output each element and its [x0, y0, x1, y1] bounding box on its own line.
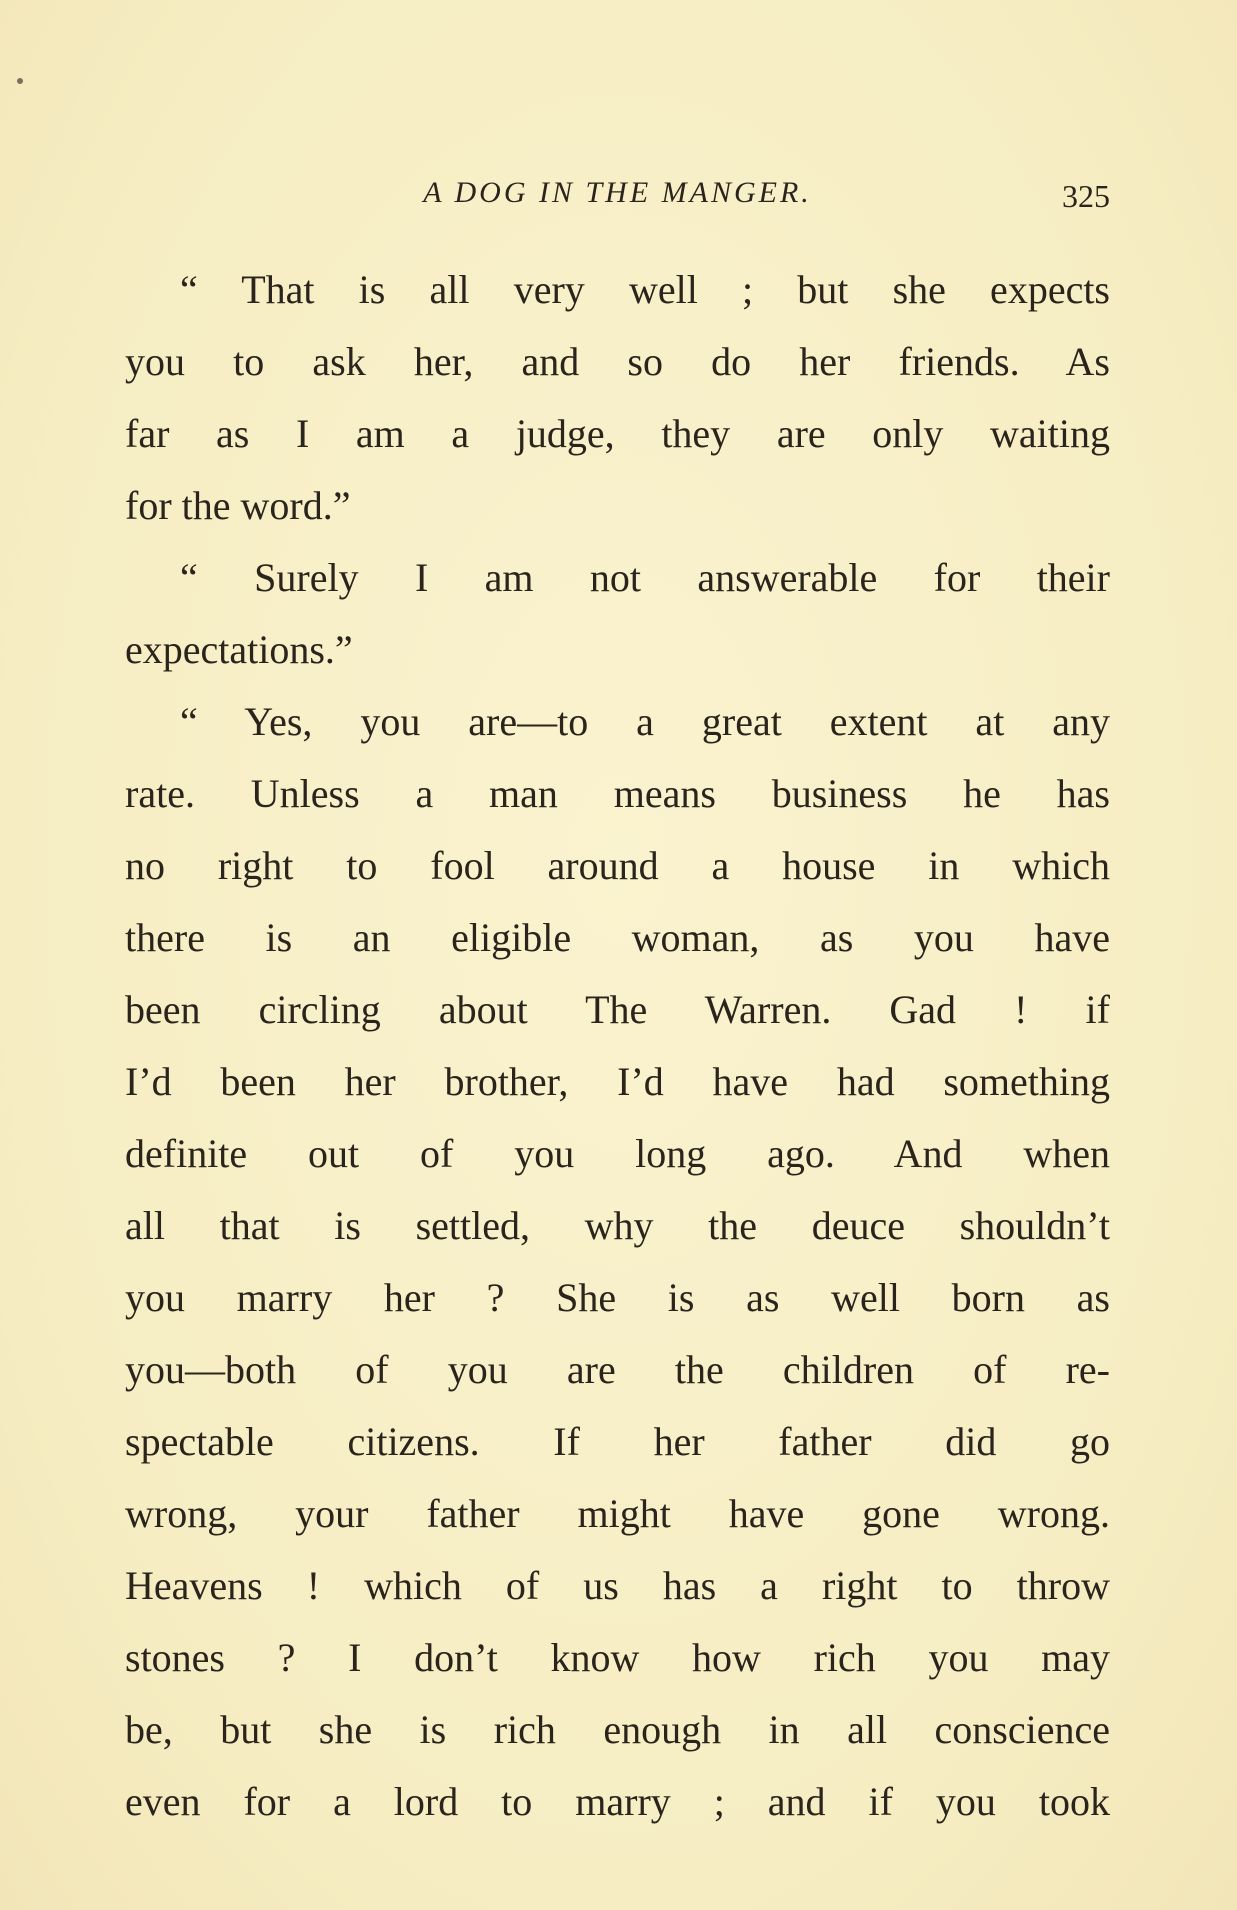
text-line: “ Surely I am not answerable for their: [180, 555, 1110, 600]
text-line: you—both of you are the children of re-: [125, 1347, 1110, 1392]
text-line: be, but she is rich enough in all conscience: [125, 1707, 1110, 1752]
paragraph-1: [125, 254, 1110, 542]
text-line: wrong, your father might have gone wrong.: [125, 1491, 1110, 1536]
text-line: you to ask her, and so do her friends. As: [125, 339, 1110, 384]
text-line: Heavens ! which of us has a right to throw: [125, 1563, 1110, 1608]
page-header: [125, 172, 1110, 222]
running-title: A DOG IN THE MANGER.: [423, 176, 812, 209]
text-line: even for a lord to marry ; and if you took: [125, 1779, 1110, 1824]
text-line: there is an eligible woman, as you have: [125, 915, 1110, 960]
text-line: spectable citizens. If her father did go: [125, 1419, 1110, 1464]
paragraph-2: [125, 542, 1110, 686]
paragraph-3: [125, 686, 1110, 1838]
body-text: [125, 254, 1110, 1838]
page-number: 325: [1062, 178, 1110, 214]
text-line: you marry her ? She is as well born as: [125, 1275, 1110, 1320]
text-line: expectations.”: [125, 627, 353, 672]
text-line: rate. Unless a man means business he has: [125, 771, 1110, 816]
ink-speck: [17, 78, 23, 84]
text-line: for the word.”: [125, 483, 351, 528]
text-line: I’d been her brother, I’d have had something: [125, 1059, 1110, 1104]
text-line: all that is settled, why the deuce shouldn’t: [125, 1203, 1110, 1248]
text-line: “ Yes, you are—to a great extent at any: [180, 699, 1110, 744]
text-line: stones ? I don’t know how rich you may: [125, 1635, 1110, 1680]
text-line: no right to fool around a house in which: [125, 843, 1110, 888]
text-line: “ That is all very well ; but she expects: [180, 267, 1110, 312]
text-line: far as I am a judge, they are only waiting: [125, 411, 1110, 456]
text-line: been circling about The Warren. Gad ! if: [125, 987, 1110, 1032]
text-line: definite out of you long ago. And when: [125, 1131, 1110, 1176]
